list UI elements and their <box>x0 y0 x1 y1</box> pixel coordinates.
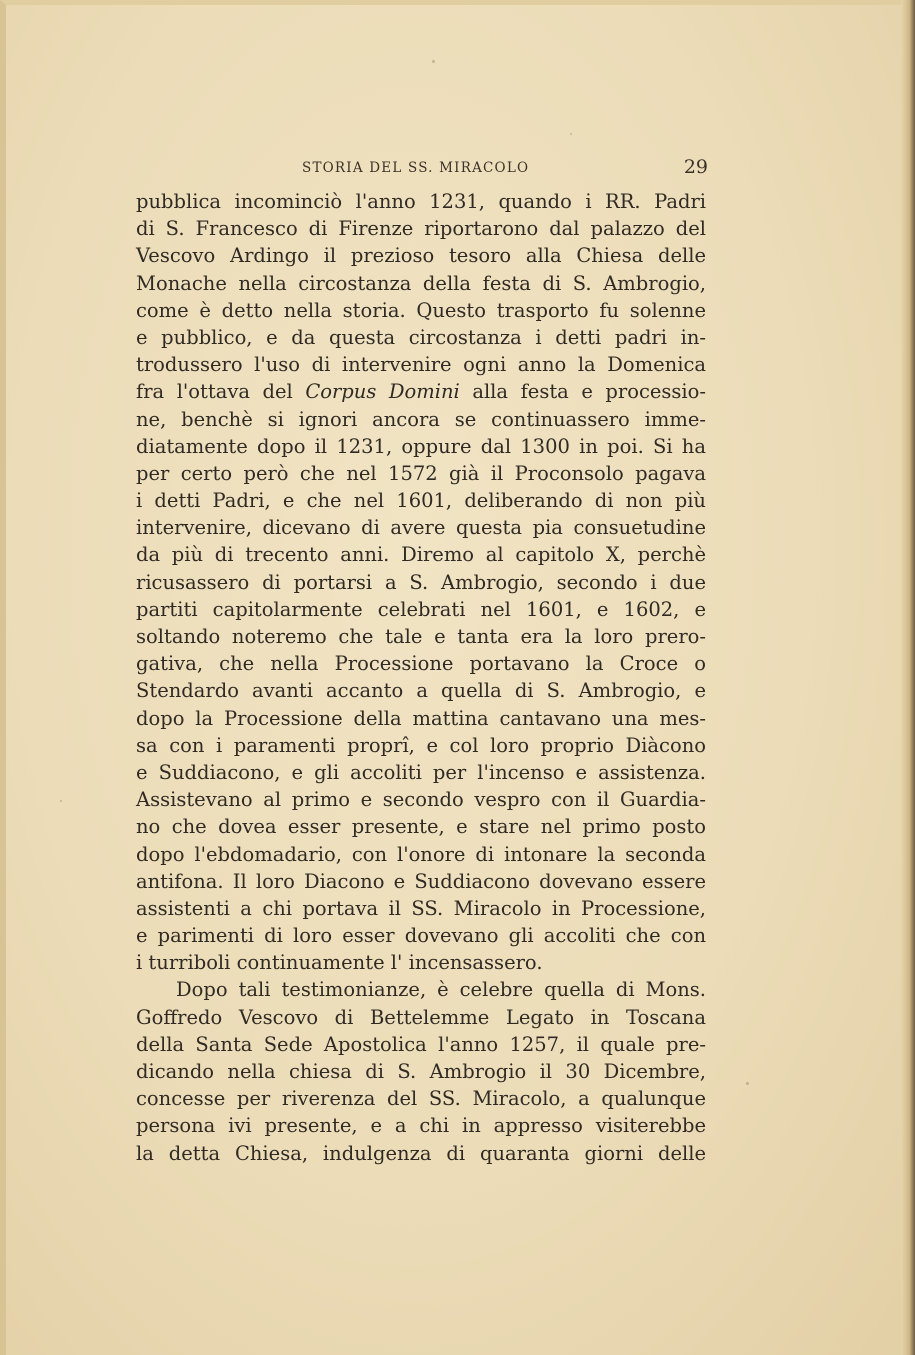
paper-speck <box>60 800 62 802</box>
text-line: Stendardo avanti accanto a quella di S. Ambrogio, e <box>136 679 706 703</box>
text-line: della Santa Sede Apostolica l'anno 1257, il quale pre- <box>136 1032 706 1056</box>
text-line: e pubblico, e da questa circostanza i detti padri in- <box>136 325 706 349</box>
text-line: da più di trecento anni. Diremo al capitolo X, perchè <box>136 543 706 567</box>
page-edge <box>901 0 915 1355</box>
text-line: pubblica incominciò l'anno 1231, quando i RR. Padri <box>136 190 706 213</box>
text-line: dopo l'ebdomadario, con l'onore di intonare la seconda <box>136 842 706 866</box>
text-line: assistenti a chi portava il SS. Miracolo in Processione, <box>136 896 706 920</box>
text-line: dicando nella chiesa di S. Ambrogio il 30 Dicembre, <box>136 1060 706 1083</box>
text-line: diatamente dopo il 1231, oppure dal 1300 in poi. Si ha <box>136 434 706 458</box>
text-line: antifona. Il loro Diacono e Suddiacono dovevano essere <box>136 869 706 893</box>
paper-speck <box>570 133 572 135</box>
text-line: di S. Francesco di Firenze riportarono dal palazzo del <box>136 217 706 241</box>
text-line: ne, benchè si ignori ancora se continuassero imme- <box>136 407 706 431</box>
text-line: come è detto nella storia. Questo trasporto fu solenne <box>136 298 706 322</box>
text-line: la detta Chiesa, indulgenza di quaranta giorni delle <box>136 1141 706 1165</box>
text-line: dopo la Processione della mattina cantavano una mes- <box>136 706 706 730</box>
text-line: ricusassero di portarsi a S. Ambrogio, secondo i due <box>136 570 706 594</box>
text-line: intervenire, dicevano di avere questa pia consuetudine <box>136 516 706 540</box>
text-line: partiti capitolarmente celebrati nel 1601, e 1602, e <box>136 597 706 621</box>
text-line <box>136 378 706 405</box>
text-line: concesse per riverenza del SS. Miracolo, a qualunque <box>136 1087 706 1111</box>
text-line: trodussero l'uso di intervenire ogni anno la Domenica <box>136 353 706 377</box>
page-number: 29 <box>683 156 708 178</box>
running-title: STORIA DEL SS. MIRACOLO <box>302 160 530 176</box>
text-segment: fra l'ottava del <box>136 380 306 404</box>
text-line: e parimenti di loro esser dovevano gli accoliti che con <box>136 924 706 948</box>
text-line: Goffredo Vescovo di Bettelemme Legato in Toscana <box>136 1005 706 1029</box>
running-head <box>136 156 708 180</box>
text-line: no che dovea esser presente, e stare nel primo posto <box>136 815 706 839</box>
text-line: sa con i paramenti proprî, e col loro proprio Diàcono <box>136 733 706 757</box>
italic-title: Corpus Domini <box>305 380 460 404</box>
paper-speck <box>746 1082 749 1085</box>
text-line: Vescovo Ardingo il prezioso tesoro alla Chiesa delle <box>136 244 706 268</box>
text-line: gativa, che nella Processione portavano la Croce o <box>136 652 706 676</box>
text-line: e Suddiacono, e gli accoliti per l'incenso e assistenza. <box>136 760 706 784</box>
text-line: Dopo tali testimonianze, è celebre quella di Mons. <box>176 978 706 1002</box>
text-line: i detti Padri, e che nel 1601, deliberando di non più <box>136 489 706 513</box>
paper-speck <box>432 60 435 63</box>
text-line: i turriboli continuamente l' incensassero. <box>136 951 543 975</box>
text-line: per certo però che nel 1572 già il Proconsolo pagava <box>136 461 706 485</box>
text-line: Monache nella circostanza della festa di S. Ambrogio, <box>136 271 706 295</box>
text-line: persona ivi presente, e a chi in appresso visiterebbe <box>136 1114 706 1138</box>
text-segment: alla festa e processio- <box>459 380 706 404</box>
text-line: Assistevano al primo e secondo vespro con il Guardia- <box>136 788 706 812</box>
text-line: soltando noteremo che tale e tanta era la loro prero- <box>136 625 706 648</box>
body-text <box>136 188 706 1167</box>
